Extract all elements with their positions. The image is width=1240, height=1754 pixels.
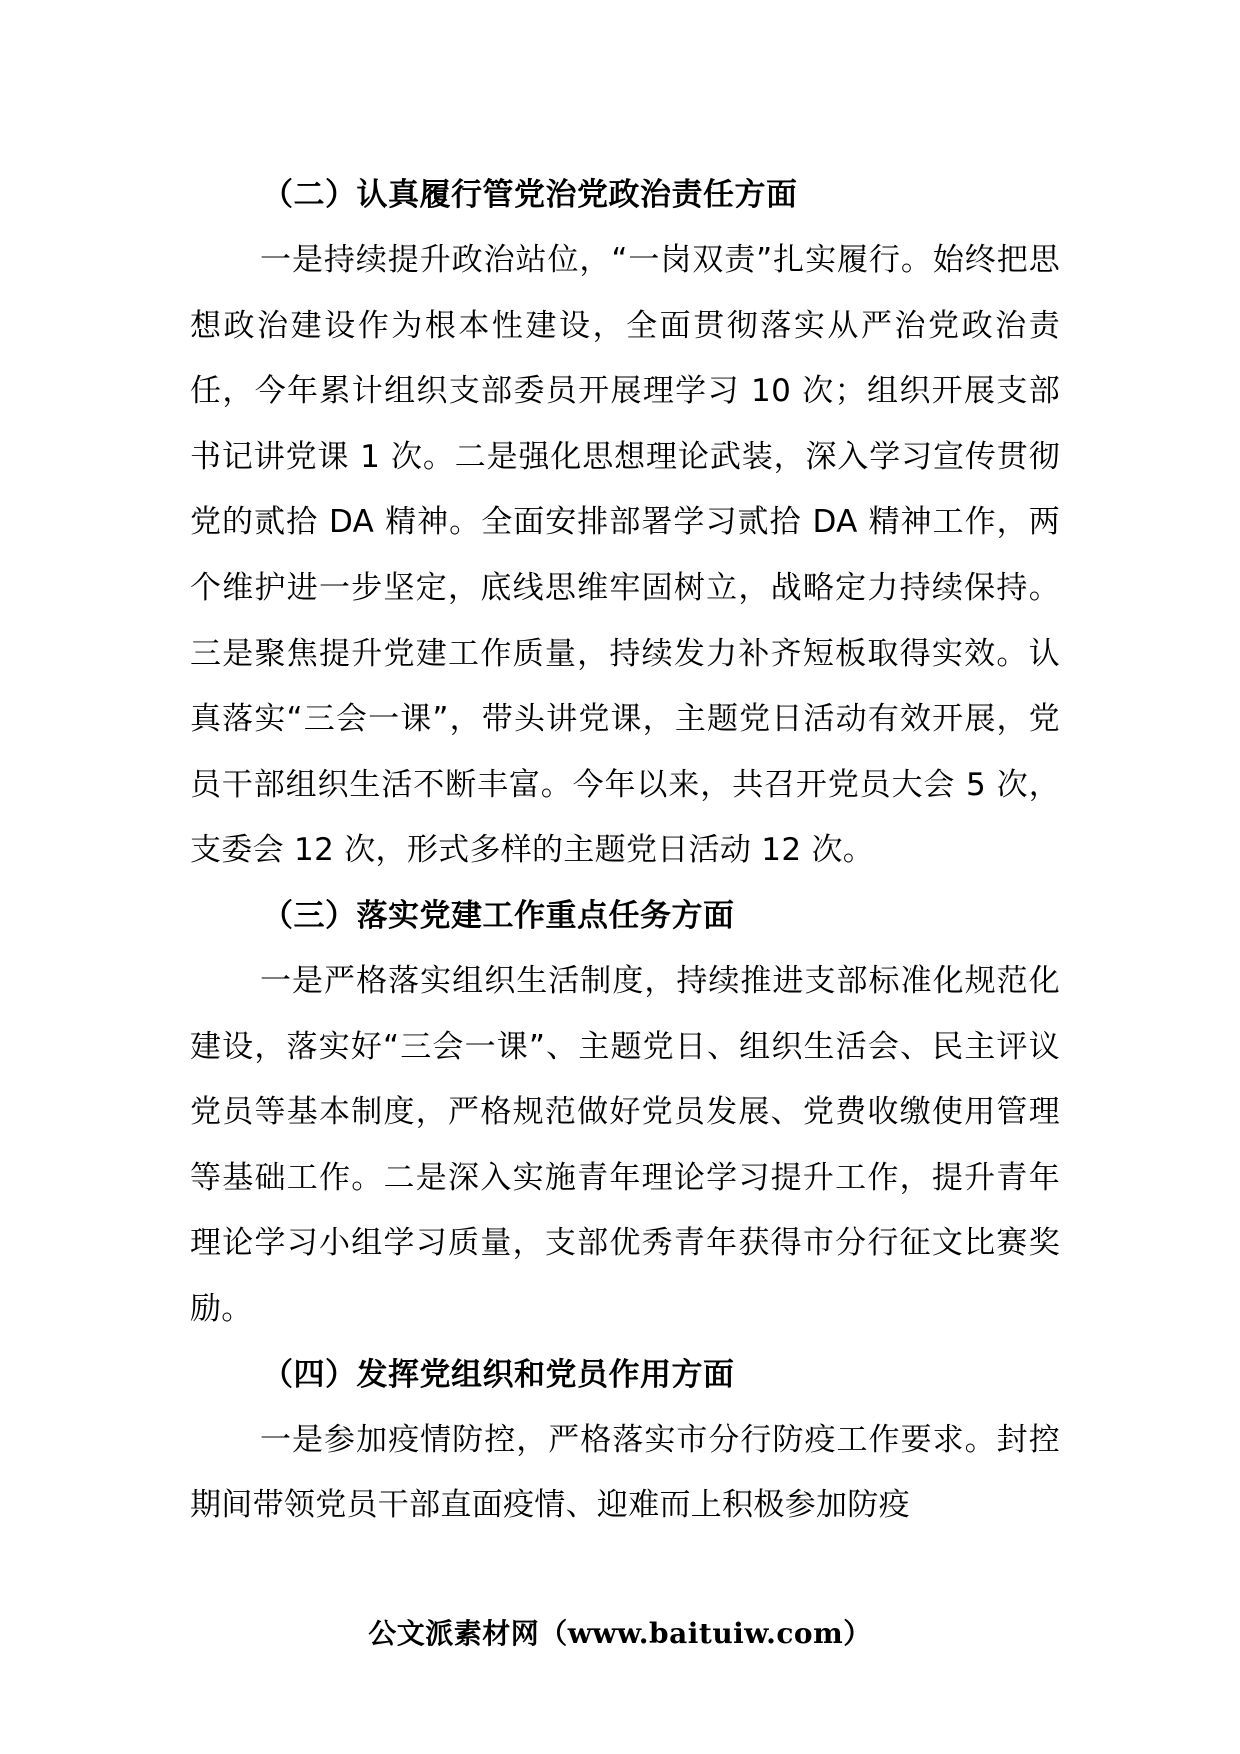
section-paragraph-3: 一是严格落实组织生活制度，持续推进支部标准化规范化建设，落实好“三会一课”、主题党日、组织生活会、民主评议党员等基本制度，严格规范做好党员发展、党费收缴使用管理等基础工作。二是深入实施青年理论学习提升工作，提升青年理论学习小组学习质量，支部优秀青年获得市分行征文比赛奖励。: [190, 962, 1060, 1327]
section-paragraph-2: 一是持续提升政治站位，“一岗双责”扎实履行。始终把思想政治建设作为根本性建设，全面贯彻落实从严治党政治责任，今年累计组织支部委员开展理学习 10 次；组织开展支部书记讲党课 1 次。二是强化思想理论武装，深入学习宣传贯彻党的贰拾 DA 精神。全面安排部署学习贰拾 DA 精神工作，两个维护进一步坚定，底线思维牢固树立，战略定力持续保持。三是聚焦提升党建工作质量，持续发力补齐短板取得实效。认真落实“三会一课”，带头讲党课，主题党日活动有效开展，党员干部组织生活不断丰富。今年以来，共召开党员大会 5 次，支委会 12 次，形式多样的主题党日活动 12 次。: [190, 242, 1060, 869]
section-heading-4: （四）发挥党组织和党员作用方面: [262, 1356, 735, 1393]
section-heading-3: （三）落实党建工作重点任务方面: [262, 897, 735, 934]
footer-watermark: 公文派素材网（www.baituiw.com）: [368, 1617, 872, 1650]
section-paragraph-4: 一是参加疫情防控，严格落实市分行防疫工作要求。封控期间带领党员干部直面疫情、迎难而上积极参加防疫: [190, 1421, 1060, 1524]
section-heading-2: （二）认真履行管党治党政治责任方面: [262, 177, 798, 213]
document-body: [190, 163, 1060, 1539]
